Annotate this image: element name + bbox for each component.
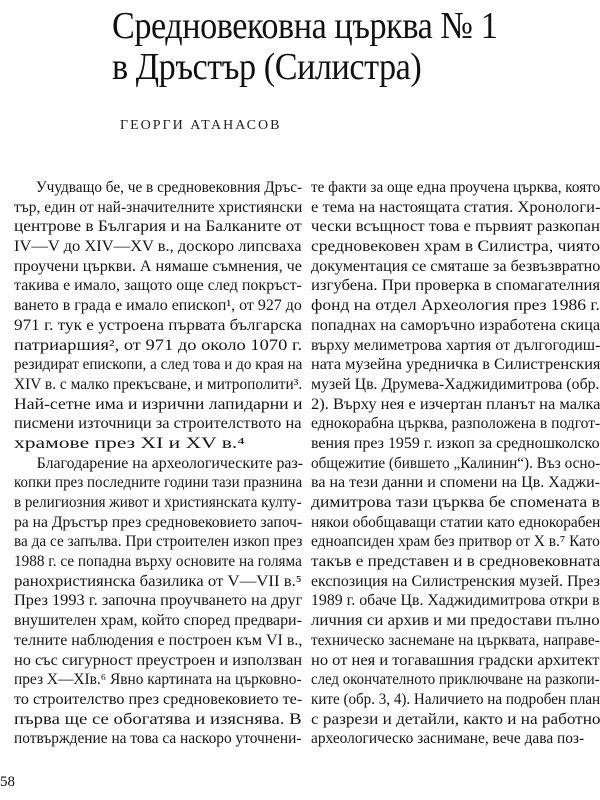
text-line: ра на Дръстър през средновековието започ- xyxy=(14,513,303,531)
text-line: тър, един от най-значителните християнски xyxy=(14,198,303,216)
article-author: ГЕОРГИ АТАНАСОВ xyxy=(120,118,282,133)
text-line: Благодарение на археологическите раз- xyxy=(36,454,304,472)
text-line: в религиозния живот и християнската култу- xyxy=(14,494,302,511)
text-line: средновековен храм в Силистра, чиято xyxy=(311,238,600,256)
article-title-line-1: Средновековна църква № 1 xyxy=(112,5,498,47)
text-line: Учудващо бе, че в средновековния Дръс- xyxy=(35,179,303,196)
page-number: 58 xyxy=(0,774,15,790)
text-line: някои обобщаващи статии като еднокорабен xyxy=(311,513,600,531)
text-line: документация се смяташе за безвъзвратно xyxy=(311,257,600,275)
text-line: първа ще се обогатява и изяснява. В xyxy=(14,710,302,728)
text-line: личния си архив и ми предостави пълно xyxy=(311,612,600,630)
text-line: ва на тези данни и спомени на Цв. Хаджи- xyxy=(311,474,600,492)
text-line: 971 г. тук е устроена първата българска xyxy=(14,316,303,334)
text-line: 2). Върху нея е изчертан планът на малка xyxy=(311,395,600,413)
text-line: копки през последните години тази празнина xyxy=(14,474,303,492)
text-line: храмове през XI и XV в.⁴ xyxy=(14,434,245,452)
text-line: чески всъщност това е първият разкопан xyxy=(311,218,600,236)
text-line: внушителен храм, който според предвари- xyxy=(14,612,302,630)
text-line: фонд на отдел Археология през 1986 г. xyxy=(311,297,600,315)
text-line: но от нея и тогавашния градски архитект xyxy=(311,651,600,669)
text-line: центрове в България и на Балканите от xyxy=(14,218,302,236)
text-line: проучени църкви. А нямаше съмнения, че xyxy=(14,257,302,275)
text-line: 1988 г. се попадна върху основите на голяма xyxy=(14,553,302,571)
text-line: потвърждение на това са наскоро уточнени- xyxy=(14,730,302,748)
text-line: Най-сетне има и изрични лапидарни и xyxy=(14,395,303,413)
text-line: след окончателното приключване на разкопи- xyxy=(311,671,600,689)
text-line: 1989 г. обаче Цв. Хаджидимитрова откри в xyxy=(311,592,600,610)
text-line: телните наблюдения е построен към VI в., xyxy=(14,631,303,649)
text-line: археологическо заснимане, вече дава поз- xyxy=(311,730,585,748)
text-line: общежитие (бившето „Калинин“). Въз осно- xyxy=(311,454,600,472)
text-line: е тема на настоящата статия. Хронологи- xyxy=(311,198,600,216)
text-line: експозиция на Силистренския музей. През xyxy=(311,572,600,590)
text-line: ранохристиянска базилика от V—VII в.⁵ xyxy=(14,572,302,590)
text-line: ването в града е имало епископ¹, от 927 до xyxy=(14,297,302,315)
text-line: изгубена. При проверка в спомагателния xyxy=(311,277,600,295)
text-line: ната музейна уредничка в Силистренския xyxy=(311,356,600,374)
text-line: върху мелиметрова хартия от дългогодиш- xyxy=(311,336,600,354)
text-line: През 1993 г. започна проучването на друг xyxy=(14,592,303,610)
text-line: писмени източници за строителството на xyxy=(14,415,302,433)
text-column-right xyxy=(311,178,600,749)
text-line: едноапсиден храм без притвор от X в.⁷ Като xyxy=(311,533,600,551)
text-line: такива е имало, защото още след покръст- xyxy=(14,277,302,295)
text-line: музей Цв. Друмева-Хаджидимитрова (обр. xyxy=(311,375,600,393)
text-line: еднокорабна църква, разположена в подгот- xyxy=(311,415,600,433)
text-line: техническо заснемане на църквата, направе- xyxy=(311,631,600,649)
text-line: IV—V до XIV—XV в., доскоро липсваха xyxy=(14,238,302,256)
text-line: те факти за още една проучена църква, която xyxy=(311,179,600,196)
article-title xyxy=(112,6,535,88)
text-line: вения през 1959 г. изкоп за средношколско xyxy=(311,434,600,452)
text-line: през X—XIв.⁶ Явно картината на църковно- xyxy=(14,671,302,689)
text-column-left xyxy=(14,178,302,749)
text-line: XIV в. с малко прекъсване, и митрополити³. xyxy=(14,375,303,393)
text-line: такъв е представен и в средновековната xyxy=(311,553,600,571)
text-line: патриаршия², от 971 до около 1070 г. xyxy=(14,336,303,354)
article-title-line-2: в Дръстър (Силистра) xyxy=(112,46,422,88)
text-line: попаднах на саморъчно изработена скица xyxy=(311,316,600,334)
text-line: димитрова тази църква бе спомената в xyxy=(311,494,600,511)
text-line: ките (обр. 3, 4). Наличието на подробен план xyxy=(311,690,600,708)
text-line: ва да се запълва. При строителен изкоп през xyxy=(14,533,303,551)
text-line: но със сигурност преустроен и използван xyxy=(14,651,303,669)
text-line: с разрези и детайли, както и на работно xyxy=(311,710,600,728)
text-line: то строителство през средновековието те- xyxy=(14,690,303,708)
text-line: резидират епископи, а след това и до края на xyxy=(14,356,303,374)
